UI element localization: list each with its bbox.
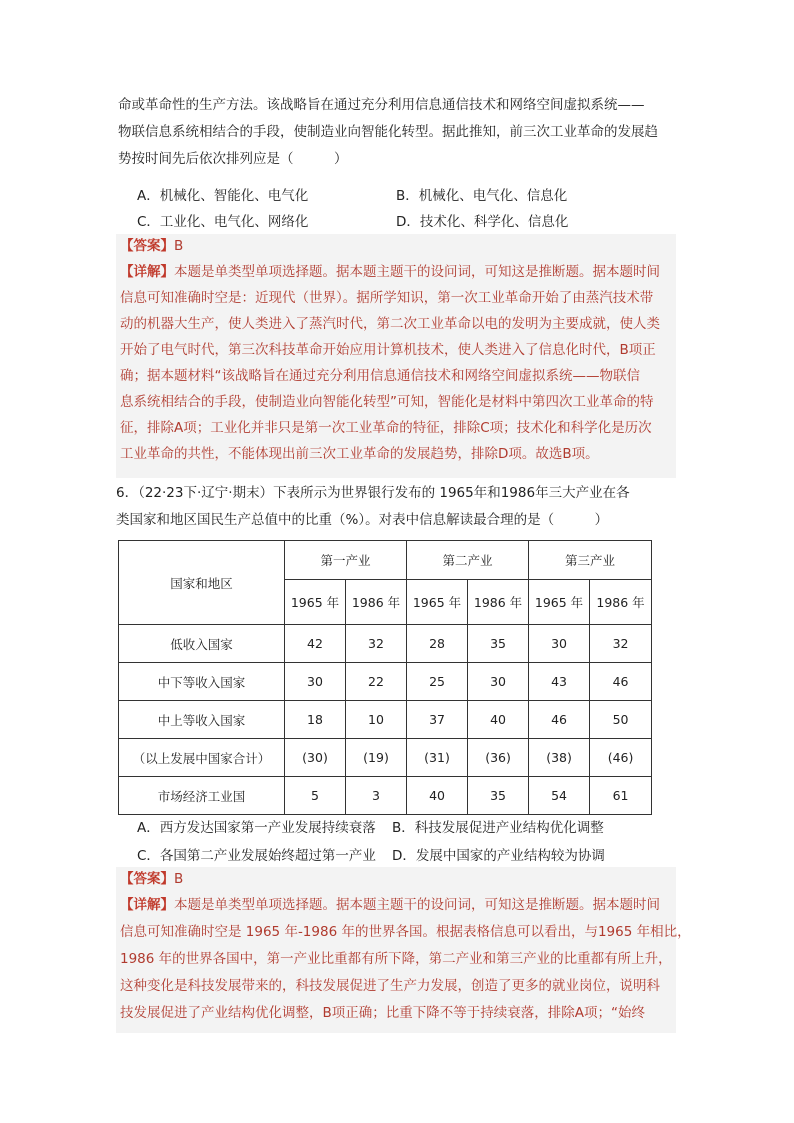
table-row xyxy=(119,663,652,701)
table-cell: 35 xyxy=(468,777,529,815)
question-text-line: 物联信息系统相结合的手段，使制造业向智能化转型。据此推知，前三次工业革命的发展趋 xyxy=(118,124,658,140)
answer-block xyxy=(116,867,691,1033)
detail-text: 开始了电气时代，第三次科技革命开始应用计算机技术，使人类进入了信息化时代，B项正 xyxy=(120,342,656,358)
detail-text: 确；据本题材料“该战略旨在通过充分利用信息通信技术和网络空间虚拟系统——物联信 xyxy=(120,368,640,384)
detail-text: 技发展促进了产业结构优化调整，B项正确；比重下降不等于持续衰落，排除A项；“始终 xyxy=(120,1005,645,1021)
option-c: C．工业化、电气化、网络化 xyxy=(137,214,309,230)
table-cell: (38) xyxy=(529,739,590,777)
table-cell: 50 xyxy=(590,701,652,739)
table-row-name: （以上发展中国家合计） xyxy=(119,739,285,777)
table-cell: (31) xyxy=(407,739,468,777)
data-table xyxy=(118,540,652,815)
question-text-line: 势按时间先后依次排列应是（ ） xyxy=(118,151,348,167)
question-text-line: 命或革命性的生产方法。该战略旨在通过充分利用信息通信技术和网络空间虚拟系统—— xyxy=(118,97,645,113)
option-b: B．科技发展促进产业结构优化调整 xyxy=(392,820,604,836)
table-cell: 28 xyxy=(407,625,468,663)
table-cell: 61 xyxy=(590,777,652,815)
table-cell: 3 xyxy=(346,777,407,815)
table-row-name: 中上等收入国家 xyxy=(119,701,285,739)
detail-text: 本题是单类型单项选择题。据本题主题干的设问词，可知这是推断题。据本题时间 xyxy=(174,264,660,280)
table-row xyxy=(119,701,652,739)
option-a: A．机械化、智能化、电气化 xyxy=(137,188,309,204)
answer-line xyxy=(120,870,183,888)
table-cell: (36) xyxy=(468,739,529,777)
table-cell: 42 xyxy=(285,625,346,663)
detail-text: 信息可知准确时空是：近现代（世界）。据所学知识，第一次工业革命开始了由蒸汽技术带 xyxy=(120,290,654,306)
table-header-group: 第一产业 xyxy=(285,541,407,580)
table-cell: (19) xyxy=(346,739,407,777)
table-header-year: 1986 年 xyxy=(468,580,529,625)
detail-text: 征，排除A项；工业化并非只是第一次工业革命的特征，排除C项；技术化和科学化是历次 xyxy=(120,420,652,436)
table-cell: 54 xyxy=(529,777,590,815)
option-c: C．各国第二产业发展始终超过第一产业 xyxy=(137,848,376,864)
question-6-text: 类国家和地区国民生产总值中的比重（%）。对表中信息解读最合理的是（ ） xyxy=(116,512,609,528)
table-cell: 32 xyxy=(346,625,407,663)
table-cell: 40 xyxy=(468,701,529,739)
detail-tag: 【详解】 xyxy=(120,897,174,913)
option-a: A．西方发达国家第一产业发展持续衰落 xyxy=(137,820,376,836)
detail-text: 1986 年的世界各国中，第一产业比重都有所下降，第二产业和第三产业的比重都有所上升， xyxy=(120,951,672,967)
table-header-year: 1986 年 xyxy=(346,580,407,625)
answer-value: B xyxy=(174,238,184,254)
detail-text: 工业革命的共性，不能体现出前三次工业革命的发展趋势，排除D项。故选B项。 xyxy=(120,446,599,462)
table-cell: 30 xyxy=(285,663,346,701)
table-cell: (30) xyxy=(285,739,346,777)
table-header-group: 第三产业 xyxy=(529,541,652,580)
table-row-name: 中下等收入国家 xyxy=(119,663,285,701)
table-row-name: 低收入国家 xyxy=(119,625,285,663)
table-cell: 37 xyxy=(407,701,468,739)
table-cell: 32 xyxy=(590,625,652,663)
table-header-year: 1965 年 xyxy=(407,580,468,625)
detail-text: 动的机器大生产，使人类进入了蒸汽时代，第二次工业革命以电的发明为主要成就，使人类 xyxy=(120,316,660,332)
table-cell: 43 xyxy=(529,663,590,701)
detail-text: 本题是单类型单项选择题。据本题主题干的设问词，可知这是推断题。据本题时间 xyxy=(174,897,660,913)
table-cell: 25 xyxy=(407,663,468,701)
answer-value: B xyxy=(174,871,184,887)
table-cell: 30 xyxy=(529,625,590,663)
table-cell: 30 xyxy=(468,663,529,701)
option-b: B．机械化、电气化、信息化 xyxy=(396,188,568,204)
detail-text: 息系统相结合的手段，使制造业向智能化转型”可知，智能化是材料中第四次工业革命的特 xyxy=(120,394,654,410)
table-header-group: 第二产业 xyxy=(407,541,529,580)
table-header-region: 国家和地区 xyxy=(119,541,285,625)
answer-tag: 【答案】 xyxy=(120,238,174,254)
table-header-year: 1986 年 xyxy=(590,580,652,625)
answer-tag: 【答案】 xyxy=(120,871,174,887)
table-cell: 10 xyxy=(346,701,407,739)
answer-block xyxy=(116,234,676,478)
table-cell: 18 xyxy=(285,701,346,739)
option-d: D．技术化、科学化、信息化 xyxy=(396,214,569,230)
table-cell: 46 xyxy=(590,663,652,701)
table-row xyxy=(119,739,652,777)
detail-tag: 【详解】 xyxy=(120,264,174,280)
question-6-text: 6．（22·23下·辽宁·期末）下表所示为世界银行发布的 1965年和1986年三大产业在各 xyxy=(116,485,630,501)
table-row xyxy=(119,625,652,663)
option-d: D．发展中国家的产业结构较为协调 xyxy=(392,848,605,864)
detail-line xyxy=(120,896,660,914)
table-cell: 40 xyxy=(407,777,468,815)
table-row xyxy=(119,777,652,815)
table-cell: 35 xyxy=(468,625,529,663)
detail-text: 信息可知准确时空是 1965 年-1986 年的世界各国。根据表格信息可以看出，与1965 年相比， xyxy=(120,924,691,940)
detail-text: 这种变化是科技发展带来的，科技发展促进了生产力发展，创造了更多的就业岗位，说明科 xyxy=(120,978,660,994)
table-cell: 22 xyxy=(346,663,407,701)
detail-line xyxy=(120,263,660,281)
table-cell: 5 xyxy=(285,777,346,815)
answer-line xyxy=(120,237,183,255)
table-cell: (46) xyxy=(590,739,652,777)
table-header-year: 1965 年 xyxy=(529,580,590,625)
table-cell: 46 xyxy=(529,701,590,739)
table-row-name: 市场经济工业国 xyxy=(119,777,285,815)
table-header-year: 1965 年 xyxy=(285,580,346,625)
